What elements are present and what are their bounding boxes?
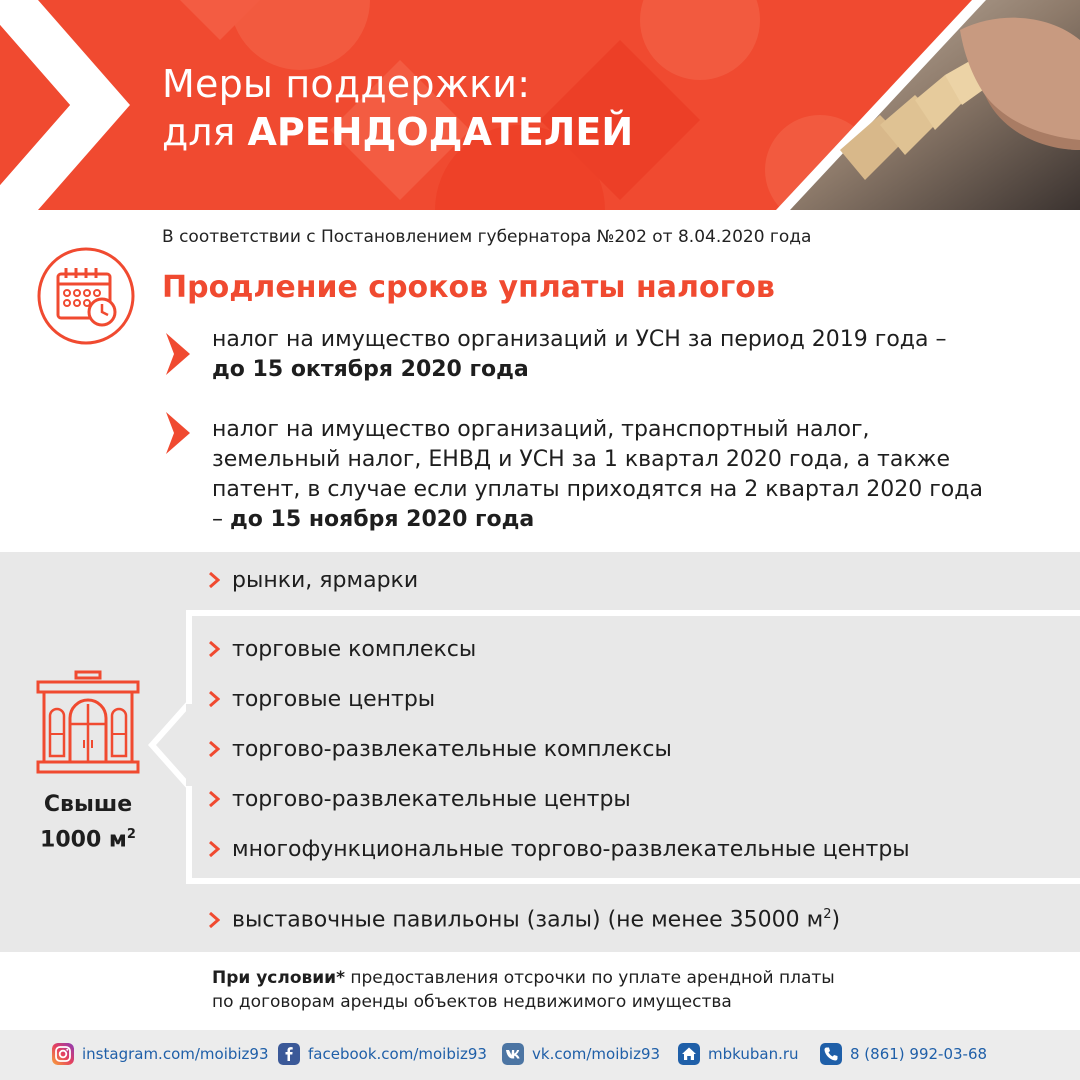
object-label-sup: 2 <box>823 907 832 923</box>
chevron-right-icon <box>208 911 220 929</box>
chevron-right-icon <box>164 410 192 456</box>
object-item <box>208 684 435 714</box>
instagram-link-text: instagram.com/moibiz93 <box>82 1045 269 1063</box>
title-prefix: для <box>162 110 248 154</box>
vk-link-text: vk.com/moibiz93 <box>532 1045 661 1063</box>
area-label <box>38 790 138 855</box>
area-label-line1: Свыше <box>43 792 133 817</box>
home-icon <box>678 1043 700 1065</box>
vk-icon <box>502 1043 524 1065</box>
chevron-right-icon <box>208 790 220 808</box>
tax-item-2-line3: патент, в случае если уплаты приходятся на 2 квартал 2020 года <box>212 477 983 502</box>
area-label-sup: 2 <box>126 827 136 842</box>
tax-item-1 <box>212 325 1032 385</box>
tax-item-2-deadline: до 15 ноября 2020 года <box>230 507 535 532</box>
object-label: торговые комплексы <box>232 636 477 662</box>
phone-icon <box>820 1043 842 1065</box>
phone-link-text: 8 (861) 992-03-68 <box>850 1045 988 1063</box>
instagram-icon <box>52 1043 74 1065</box>
footer-links <box>0 1030 1080 1080</box>
facebook-link[interactable] <box>278 1041 487 1067</box>
object-label-end: ) <box>831 907 841 933</box>
tax-item-2-line2: земельный налог, ЕНВД и УСН за 1 квартал 2020 года, а также <box>212 447 950 472</box>
chevron-right-icon <box>164 331 192 377</box>
header-banner <box>0 0 1080 210</box>
tax-item-2 <box>212 415 1032 535</box>
tax-item-1-text: налог на имущество организаций и УСН за период 2019 года – <box>212 327 947 352</box>
inner-box-notch <box>148 700 192 790</box>
object-label <box>232 907 840 932</box>
title-bold: АРЕНДОДАТЕЛЕЙ <box>247 110 634 154</box>
tax-section-title: Продление сроков уплаты налогов <box>162 270 775 305</box>
object-label: торгово-развлекательные центры <box>232 786 631 812</box>
header-title-line1: Меры поддержки: <box>162 62 531 106</box>
object-item <box>208 634 476 664</box>
site-link[interactable] <box>678 1041 799 1067</box>
chevron-right-icon <box>208 840 220 858</box>
header-title-line2 <box>162 110 633 154</box>
tax-item-2-line1: налог на имущество организаций, транспортный налог, <box>212 417 870 442</box>
condition-text <box>212 966 835 1014</box>
object-item <box>208 834 910 864</box>
chevron-right-icon <box>208 571 220 589</box>
building-icon <box>36 668 140 776</box>
site-link-text: mbkuban.ru <box>708 1045 799 1063</box>
calendar-clock-icon <box>36 246 136 346</box>
object-label: торговые центры <box>232 686 436 712</box>
tax-item-1-deadline: до 15 октября 2020 года <box>212 357 529 382</box>
object-label-text: выставочные павильоны (залы) (не менее 35000 м <box>232 907 824 933</box>
tax-item-2-prefix: – <box>212 507 230 532</box>
chevron-right-icon <box>208 740 220 758</box>
chevron-right-icon <box>208 690 220 708</box>
object-label: многофункциональные торгово-развлекательные центры <box>232 836 910 862</box>
object-label: торгово-развлекательные комплексы <box>232 736 672 762</box>
instagram-link[interactable] <box>52 1041 269 1067</box>
object-item-bottom <box>208 905 840 935</box>
decree-text: В соответствии с Постановлением губернатора №202 от 8.04.2020 года <box>162 227 812 247</box>
area-label-line2: 1000 м <box>40 827 127 853</box>
phone-link[interactable] <box>820 1041 987 1067</box>
object-label: рынки, ярмарки <box>232 567 419 593</box>
object-item <box>208 784 631 814</box>
object-item-top <box>208 565 418 595</box>
chevron-right-icon <box>208 640 220 658</box>
vk-link[interactable] <box>502 1041 660 1067</box>
condition-text2: по договорам аренды объектов недвижимого имущества <box>212 992 732 1012</box>
condition-text1: предоставления отсрочки по уплате арендной платы <box>345 968 835 988</box>
condition-bold: При условии* <box>212 968 345 988</box>
facebook-link-text: facebook.com/moibiz93 <box>308 1045 487 1063</box>
object-item <box>208 734 672 764</box>
facebook-icon <box>278 1043 300 1065</box>
